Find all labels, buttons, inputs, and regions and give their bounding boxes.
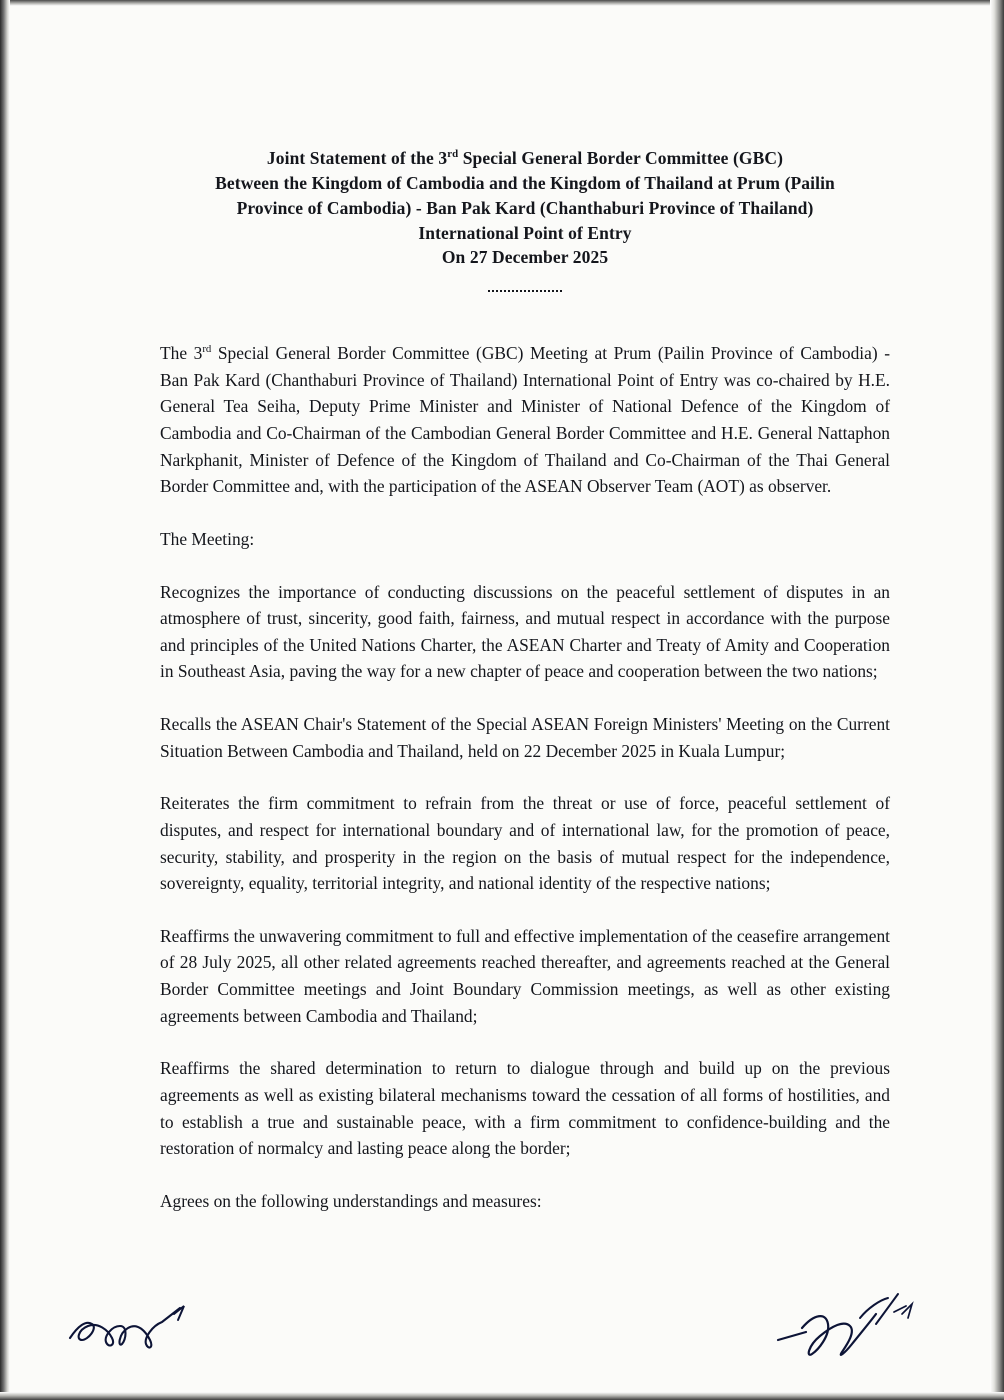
title-line-3: Province of Cambodia) - Ban Pak Kard (Chanthaburi Province of Thailand) <box>236 197 814 218</box>
paragraph-reaffirms-dialogue: Reaffirms the shared determination to return to dialogue through and build up on the previous agreements as well as existing bilateral mechanisms toward the cessation of all forms of hostilities, and to establish a true and sustainable peace, with a firm commitment to confidence-building and the restoration of normalcy and lasting peace along the border; <box>160 1058 890 1159</box>
scan-edge-left <box>0 0 10 1400</box>
signature-right <box>772 1284 932 1370</box>
signature-left <box>62 1290 212 1364</box>
paragraph-recalls: Recalls the ASEAN Chair's Statement of the Special ASEAN Foreign Ministers' Meeting on the Current Situation Between Cambodia and Thailand, held on 22 December 2025 in Kuala Lumpur; <box>160 714 890 761</box>
title-divider <box>160 280 890 300</box>
paragraph-reiterates: Reiterates the firm commitment to refrain from the threat or use of force, peaceful settlement of disputes, and respect for international boundary and of international law, for the promotion of peace, security, stability, and prosperity in the region on the basis of mutual respect for the independence, sovereignty, equality, territorial integrity, and national identity of the respective nations; <box>160 793 890 894</box>
paragraph-opening: The 3rd Special General Border Committee (GBC) Meeting at Prum (Pailin Province of Cambodia) - Ban Pak Kard (Chanthaburi Province of Thailand) International Point of Entry was co-chaired by H.E. General Tea Seiha, Deputy Prime Minister and Minister of National Defence of the Kingdom of Cambodia and Co-Chairman of the Cambodian General Border Committee and H.E. General Nattaphon Narkphanit, Minister of Defence of the Kingdom of Thailand and Co-Chairman of the Thai General Border Committee and, with the participation of the ASEAN Observer Team (AOT) as observer. <box>160 343 890 497</box>
paper-surface <box>10 6 990 1392</box>
title-line-1: Joint Statement of the 3rd Special General Border Committee (GBC) <box>266 148 784 168</box>
document-body <box>160 146 890 1214</box>
paragraph-recognizes: Recognizes the importance of conducting discussions on the peaceful settlement of disputes in an atmosphere of trust, sincerity, good faith, fairness, and mutual respect in accordance with the purpose and principles of the United Nations Charter, the ASEAN Charter and Treaty of Amity and Cooperation in Southeast Asia, paving the way for a new chapter of peace and cooperation between the two nations; <box>160 581 890 682</box>
scan-edge-right <box>990 0 1004 1400</box>
title-line-5: On 27 December 2025 <box>441 247 609 268</box>
scan-edge-bottom <box>0 1392 1004 1400</box>
title-line-2: Between the Kingdom of Cambodia and the Kingdom of Thailand at Prum (Pailin <box>215 172 835 193</box>
paragraph-reaffirms-ceasefire: Reaffirms the unwavering commitment to full and effective implementation of the ceasefire arrangement of 28 July 2025, all other related agreements reached thereafter, and agreements reached at the General Border Committee meetings and Joint Boundary Commission meetings, as well as other existing agreements between Cambodia and Thailand; <box>160 925 890 1026</box>
document-title <box>160 146 890 270</box>
paragraph-agrees: Agrees on the following understandings and measures: <box>160 1190 542 1211</box>
paragraph-meeting-label: The Meeting: <box>160 528 255 549</box>
title-line-4: International Point of Entry <box>418 222 632 243</box>
